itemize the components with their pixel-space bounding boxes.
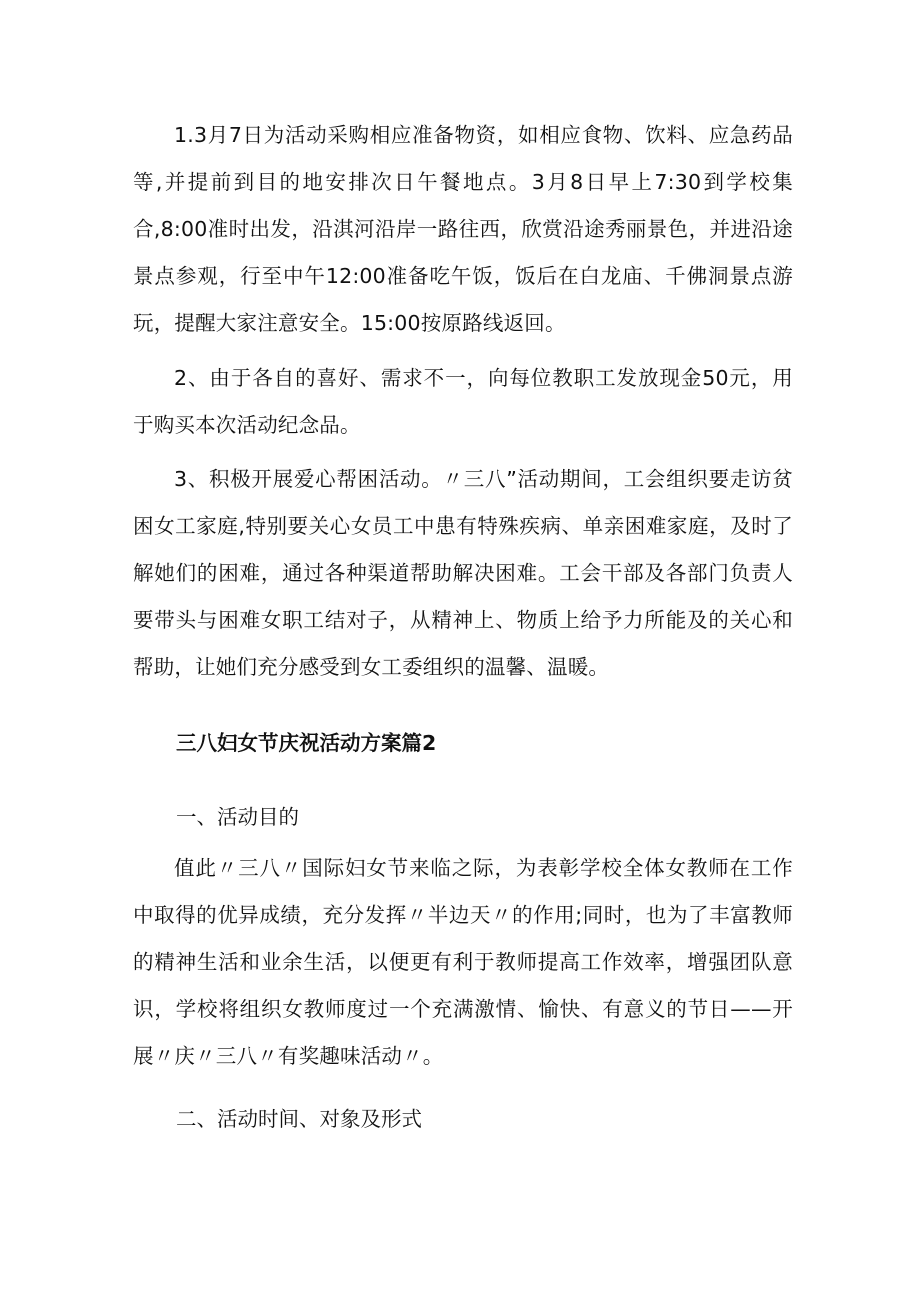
section-title-time-targets: 二、活动时间、对象及形式 — [176, 1107, 422, 1131]
paragraph-charity-activity: 3、积极开展爱心帮困活动。〃三八”活动期间，工会组织要走访贫困女工家庭,特别要关心女员工中患有特殊疾病、单亲困难家庭，及时了解她们的困难，通过各种渠道帮助解决困难。工会干部及各部门负责人要带头与困难女职工结对子，从精神上、物质上给予力所能及的关心和帮助，让她们充分感受到女工委组织的温馨、温暖。 — [133, 467, 793, 679]
paragraph-purpose: 值此〃三八〃国际妇女节来临之际，为表彰学校全体女教师在工作中取得的优异成绩，充分发挥〃半边天〃的作用;同时，也为了丰富教师的精神生活和业余生活，以便更有利于教师提高工作效率，增强团队意识，学校将组织女教师度过一个充满激情、愉快、有意义的节日——开展〃庆〃三八〃有奖趣味活动〃。 — [133, 856, 793, 1068]
paragraph-cash-allowance: 2、由于各自的喜好、需求不一，向每位教职工发放现金50元，用于购买本次活动纪念品。 — [133, 366, 793, 437]
paragraph-activity-schedule: 1.3月7日为活动采购相应准备物资，如相应食物、饮料、应急药品等,并提前到目的地安排次日午餐地点。3月8日早上7:30到学校集合,8:00准时出发，沿淇河沿岸一路往西，欣赏沿途秀丽景色，并进沿途景点参观，行至中午12:00准备吃午饭，饭后在白龙庙、千佛洞景点游玩，提醒大家注意安全。15:00按原路线返回。 — [133, 123, 793, 335]
section-title-purpose: 一、活动目的 — [176, 805, 299, 829]
section-heading: 三八妇女节庆祝活动方案篇2 — [176, 731, 437, 755]
